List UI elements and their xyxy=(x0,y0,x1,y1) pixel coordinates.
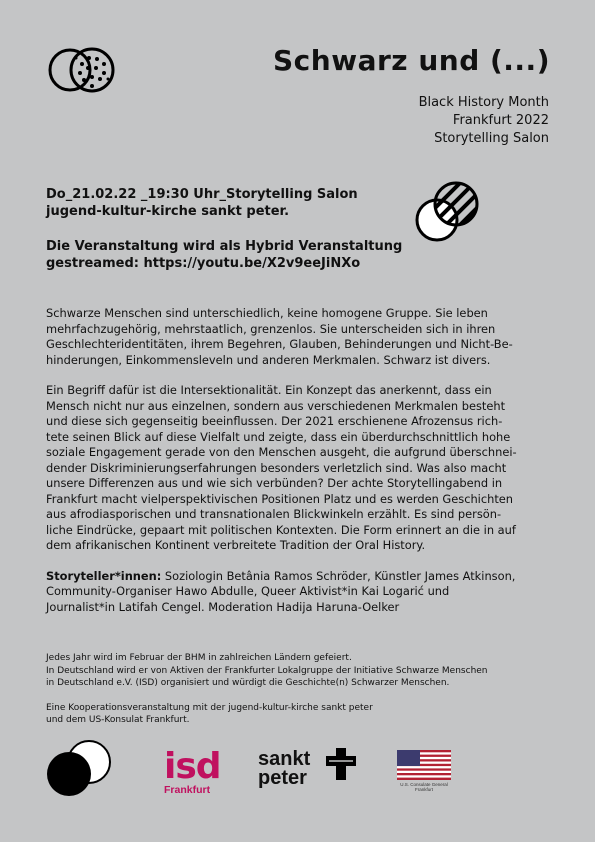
subtitle-line: Frankfurt 2022 xyxy=(452,113,549,128)
subtitle xyxy=(419,94,549,148)
consulate-label-line1: U.S. Consulate General xyxy=(400,782,448,787)
subtitle-line: Storytelling Salon xyxy=(434,131,549,146)
consulate-label-line2: Frankfurt xyxy=(414,787,433,792)
event-info xyxy=(46,186,402,272)
striped-circles-icon xyxy=(413,180,483,246)
cross-icon xyxy=(326,748,356,780)
footer-bhm-info: Jedes Jahr wird im Februar der BHM in zahlreichen Ländern gefeiert. In Deutschland wird er von Aktiven der Frankfurter Lokalgruppe der Initiative Schwarze Menschen in Deutschland e.V. (ISD) organisiert und würdigt die Geschichte(n) Schwarzer Menschen. xyxy=(46,653,488,688)
sankt-peter-logo xyxy=(258,750,310,788)
footer-cooperation: Eine Kooperationsveranstaltung mit der jugend-kultur-kirche sankt peter und dem US-Konsulat Frankfurt. xyxy=(46,702,373,725)
paragraph-diversity: Schwarze Menschen sind unterschiedlich, keine homogene Gruppe. Sie leben mehrfachzugehörig, mehrstaatlich, grenzenlos. Sie unterscheiden sich in ihren Geschlechteridentitäten, ihrem Begehren, Glauben, Behinderungen und Nicht-Be- hinderungen, Einkommensleveln und anderen Merkmalen. Schwarz ist divers. xyxy=(46,306,513,367)
paragraph-storytellers xyxy=(46,569,552,616)
event-date: Do_21.02.22 _19:30 Uhr_Storytelling Salon xyxy=(46,187,358,202)
footer-text xyxy=(46,652,556,739)
subtitle-line: Black History Month xyxy=(418,95,549,110)
consulate-label xyxy=(394,782,454,792)
isd-logo-text: isd xyxy=(164,746,221,787)
isd-logo-sub: Frankfurt xyxy=(164,784,211,796)
storytellers-label: Storyteller*innen: xyxy=(46,568,162,583)
event-venue: jugend-kultur-kirche sankt peter. xyxy=(46,204,290,219)
bhm-logo-icon xyxy=(46,46,118,94)
partner-circles-icon xyxy=(44,738,116,800)
us-consulate-logo xyxy=(394,750,454,792)
stream-info: Die Veranstaltung wird als Hybrid Veranstaltung xyxy=(46,239,403,254)
isd-logo xyxy=(164,746,224,796)
paragraph-intersectionality: Ein Begriff dafür ist die Intersektionalität. Ein Konzept das anerkennt, dass ein Mensch nicht nur aus einzelnen, sondern aus verschiedenen Merkmalen besteht und diese sich gegenseitig beeinflussen. Der 2021 erschienene Afrozensus rich- tete seinen Blick auf diese Vielfalt und zeigte, dass ein überdurchschnittlich hohe soziale Engagement gerade von den Menschen ausgeht, die aufgrund überschnei- dender Diskriminierungserfahrungen besonders verletzlich sind. Was also macht unsere Differenzen aus und wie sich verbünden? Der achte Storytellingabend in Frankfurt macht vielperspektivischen Positionen Platz und es werden Geschichten aus afrodiasporischen und transnationalen Blickwinkeln erzählt. Es sind persön- liche Eindrücke, gepaart mit politischen Kontexten. Die Form erinnert an die in auf dem afrikanischen Kontinent verbreitete Tradition der Oral History. xyxy=(46,383,517,552)
us-flag-icon xyxy=(397,750,451,780)
page-title: Schwarz und (...) xyxy=(273,44,550,77)
storytellers-names: Soziologin Betânia Ramos Schröder, Künstler James Atkinson, Community-Organiser Hawo Abdulle, Queer Aktivist*in Kai Logarić und Journalist*in Latifah Cengel. Moderation Hadija Haruna-Oelker xyxy=(46,568,516,614)
stream-link[interactable]: gestreamed: https://youtu.be/X2v9eeJiNXo xyxy=(46,256,361,271)
sankt-peter-line2: peter xyxy=(258,767,307,789)
body-text xyxy=(46,306,552,630)
sankt-peter-line1: sankt xyxy=(258,748,311,770)
